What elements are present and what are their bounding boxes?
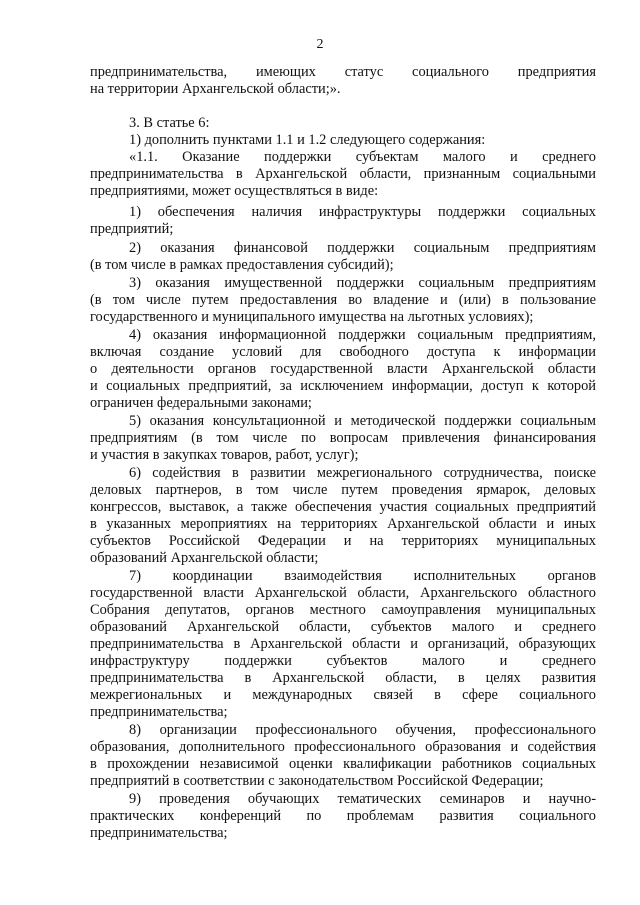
text-line: государственного и муниципального имущества на льготных условиях);	[90, 309, 534, 325]
text-line: образований Архангельской области, субъектов малого и среднего	[90, 619, 596, 635]
text-line: инфраструктуру поддержки субъектов малого и среднего	[90, 653, 596, 669]
text-line: 6) содействия в развитии межрегионального сотрудничества, поиске	[129, 465, 596, 481]
text-line: 2) оказания финансовой поддержки социальным предприятиям	[129, 240, 596, 256]
text-line: 3) оказания имущественной поддержки социальным предприятиям	[129, 275, 596, 291]
text-line: 4) оказания информационной поддержки социальным предприятиям,	[129, 327, 596, 343]
text-line: и социальных предприятий, за исключением информации, доступ к которой	[90, 378, 596, 394]
text-line: 7) координации взаимодействия исполнительных органов	[129, 568, 596, 584]
text-line: 3. В статье 6:	[129, 115, 210, 131]
text-line: предприятиям (в том числе по вопросам привлечения финансирования	[90, 430, 596, 446]
text-line: предпринимательства;	[90, 704, 228, 720]
text-line: предпринимательства в Архангельской области, признанным социальными	[90, 166, 596, 182]
text-line: Собрания депутатов, органов местного самоуправления муниципальных	[90, 602, 596, 618]
text-line: предпринимательства;	[90, 825, 228, 841]
text-line: предприятий в соответствии с законодательством Российской Федерации;	[90, 773, 544, 789]
text-line: межрегиональных и международных связей в сфере социального	[90, 687, 596, 703]
text-line: предпринимательства в Архангельской области и организаций, образующих	[90, 636, 596, 652]
text-line: государственной власти Архангельской области, Архангельского областного	[90, 585, 596, 601]
text-line: 1) обеспечения наличия инфраструктуры поддержки социальных	[129, 204, 596, 220]
text-line: ограничен федеральными законами;	[90, 395, 312, 411]
text-line: в указанных мероприятиях на территориях Архангельской области и иных	[90, 516, 596, 532]
text-line: предпринимательства в Архангельской области, в целях развития	[90, 670, 596, 686]
page-number: 2	[316, 37, 324, 52]
text-line: предпринимательства, имеющих статус социального предприятия	[90, 64, 596, 80]
text-line: деловых партнеров, в том числе путем проведения ярмарок, деловых	[90, 482, 596, 498]
text-line: «1.1. Оказание поддержки субъектам малого и среднего	[129, 149, 596, 165]
text-line: на территории Архангельской области;».	[90, 81, 341, 97]
text-line: 8) организации профессионального обучения, профессионального	[129, 722, 596, 738]
text-line: (в том числе путем предоставления во владение и (или) в пользование	[90, 292, 596, 308]
text-line: и участия в закупках товаров, работ, услуг);	[90, 447, 359, 463]
text-line: предприятий;	[90, 221, 174, 237]
text-line: (в том числе в рамках предоставления субсидий);	[90, 257, 394, 273]
text-line: 1) дополнить пунктами 1.1 и 1.2 следующего содержания:	[129, 132, 486, 148]
text-line: предприятиями, может осуществляться в виде:	[90, 183, 379, 199]
text-line: 5) оказания консультационной и мeтодической поддержки социальным	[129, 413, 596, 429]
text-line: в прохождении независимой оценки квалификации работников социальных	[90, 756, 596, 772]
text-line: субъектов Российской Федерации и на территориях муниципальных	[90, 533, 596, 549]
text-line: образований Архангельской области;	[90, 550, 319, 566]
text-line: 9) проведения обучающих тематических семинаров и научно-	[129, 791, 596, 807]
text-line: практических конференций по проблемам развития социального	[90, 808, 596, 824]
text-line: образования, дополнительного профессионального образования и содействия	[90, 739, 596, 755]
text-line: конгрессов, выставок, а также обеспечения участия социальных предприятий	[90, 499, 596, 515]
text-line: о деятельности органов государственной власти Архангельской области	[90, 361, 596, 377]
text-line: включая создание условий для свободного доступа к информации	[90, 344, 596, 360]
